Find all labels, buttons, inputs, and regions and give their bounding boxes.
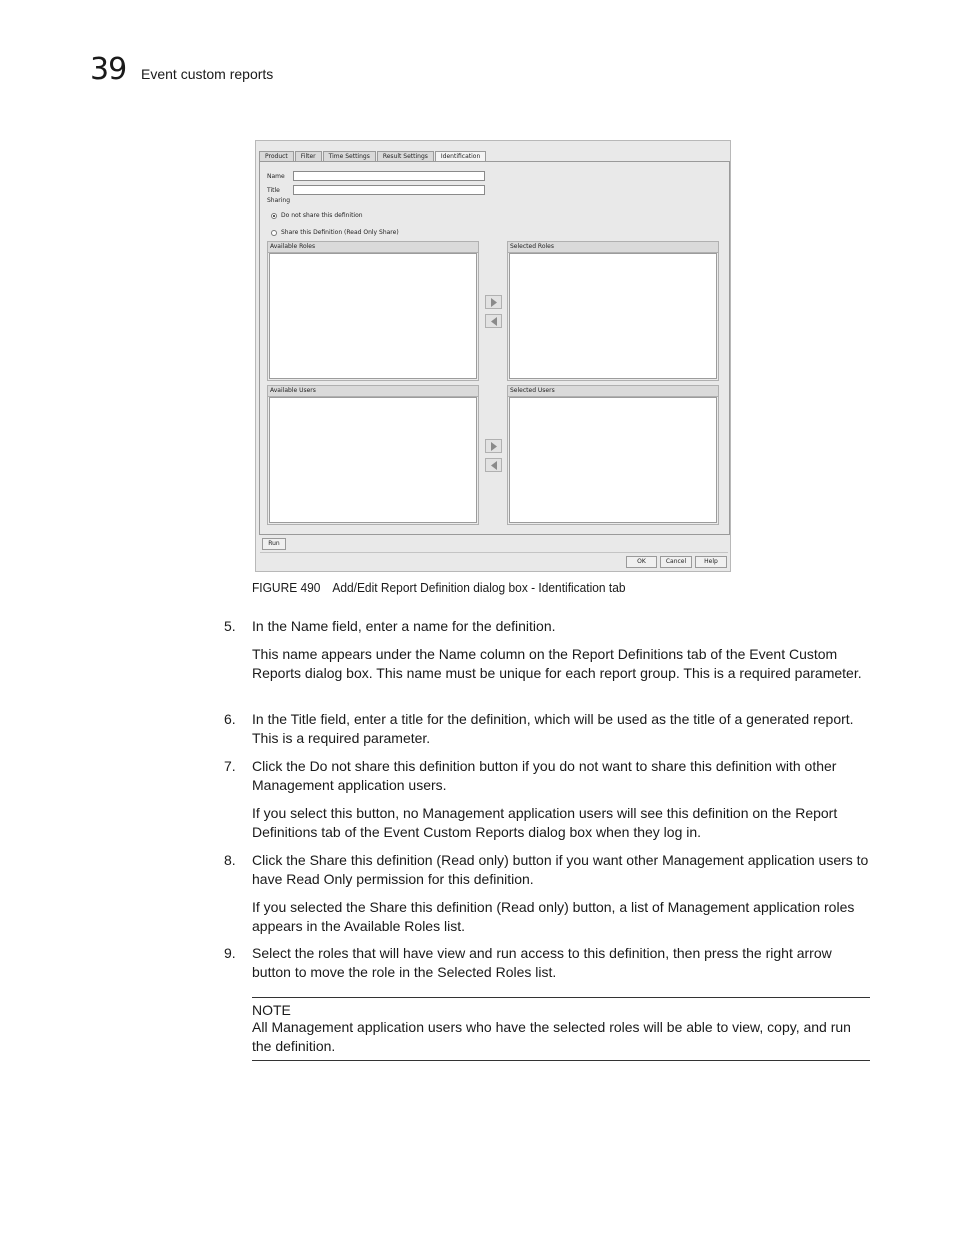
- button-separator: [260, 552, 728, 553]
- remove-role-button[interactable]: [485, 314, 502, 328]
- available-roles-header: Available Roles: [268, 242, 478, 253]
- name-label: Name: [267, 173, 285, 180]
- arrow-right-icon: [490, 442, 498, 451]
- name-field[interactable]: [293, 171, 485, 181]
- arrow-right-icon: [490, 298, 498, 307]
- radio-share-label: Share this Definition (Read Only Share): [281, 229, 399, 236]
- note-heading: NOTE: [252, 1002, 291, 1018]
- available-users-header: Available Users: [268, 386, 478, 397]
- chapter-title: Event custom reports: [141, 66, 274, 82]
- selected-roles-body[interactable]: [509, 253, 717, 379]
- available-users-list[interactable]: [267, 385, 479, 525]
- identification-panel: [259, 161, 730, 535]
- step-text: In the Title field, enter a title for the definition, which will be used as the title of a generated report. This is a required parameter.: [252, 711, 854, 746]
- step-number: 6.: [224, 711, 236, 727]
- available-users-body[interactable]: [269, 397, 477, 523]
- step-text: In the Name field, enter a name for the definition.: [252, 618, 556, 634]
- selected-users-header: Selected Users: [508, 386, 718, 397]
- chapter-number: 39: [90, 52, 127, 87]
- tab-time-settings[interactable]: Time Settings: [323, 151, 376, 161]
- selected-users-list[interactable]: [507, 385, 719, 525]
- sharing-label: Sharing: [267, 197, 291, 204]
- available-roles-list[interactable]: [267, 241, 479, 381]
- step-number: 8.: [224, 852, 236, 868]
- tab-identification[interactable]: Identification: [435, 151, 486, 162]
- step-number: 7.: [224, 758, 236, 774]
- arrow-left-icon: [490, 461, 498, 470]
- figure-caption-text: Add/Edit Report Definition dialog box - Identification tab: [332, 580, 626, 595]
- step-number: 9.: [224, 945, 236, 961]
- step-paragraph: If you select this button, no Management application users will see this definition on the Report Definitions tab of the Event Custom Reports dialog box when they log in.: [252, 805, 838, 840]
- radio-selected-icon[interactable]: [271, 213, 277, 219]
- title-label: Title: [267, 187, 280, 194]
- tab-filter[interactable]: Filter: [295, 151, 322, 161]
- step-text: Click the Share this definition (Read only) button if you want other Management application users to have Read Only permission for this definition.: [252, 852, 869, 887]
- note-text: All Management application users who have the selected roles will be able to view, copy, and run the definition.: [252, 1019, 851, 1054]
- figure-label: FIGURE 490: [252, 580, 321, 595]
- arrow-left-icon: [490, 317, 498, 326]
- radio-share-row[interactable]: [271, 229, 399, 236]
- figure-caption: [252, 580, 626, 595]
- selected-users-body[interactable]: [509, 397, 717, 523]
- step-paragraph: This name appears under the Name column on the Report Definitions tab of the Event Custom Reports dialog box. This name must be unique for each report group. This is a required parameter.: [252, 646, 862, 681]
- radio-no-share-row[interactable]: [271, 212, 363, 219]
- step-text: Select the roles that will have view and run access to this definition, then press the right arrow button to move the role in the Selected Roles list.: [252, 945, 832, 980]
- run-button[interactable]: Run: [262, 538, 286, 550]
- selected-roles-header: Selected Roles: [508, 242, 718, 253]
- step-paragraph: If you selected the Share this definition (Read only) button, a list of Management application roles appears in the Available Roles list.: [252, 899, 855, 934]
- available-roles-body[interactable]: [269, 253, 477, 379]
- report-definition-dialog: [255, 140, 731, 572]
- remove-user-button[interactable]: [485, 458, 502, 472]
- step-text: Click the Do not share this definition button if you do not want to share this definition with other Management application users.: [252, 758, 837, 793]
- tab-result-settings[interactable]: Result Settings: [377, 151, 434, 161]
- tab-product[interactable]: Product: [259, 151, 294, 161]
- ok-button[interactable]: OK: [626, 556, 657, 568]
- help-button[interactable]: Help: [695, 556, 727, 568]
- radio-unselected-icon[interactable]: [271, 230, 277, 236]
- add-role-button[interactable]: [485, 295, 502, 309]
- note-box: [252, 997, 870, 1061]
- radio-no-share-label: Do not share this definition: [281, 212, 363, 219]
- selected-roles-list[interactable]: [507, 241, 719, 381]
- cancel-button[interactable]: Cancel: [660, 556, 692, 568]
- title-field[interactable]: [293, 185, 485, 195]
- step-number: 5.: [224, 618, 236, 634]
- add-user-button[interactable]: [485, 439, 502, 453]
